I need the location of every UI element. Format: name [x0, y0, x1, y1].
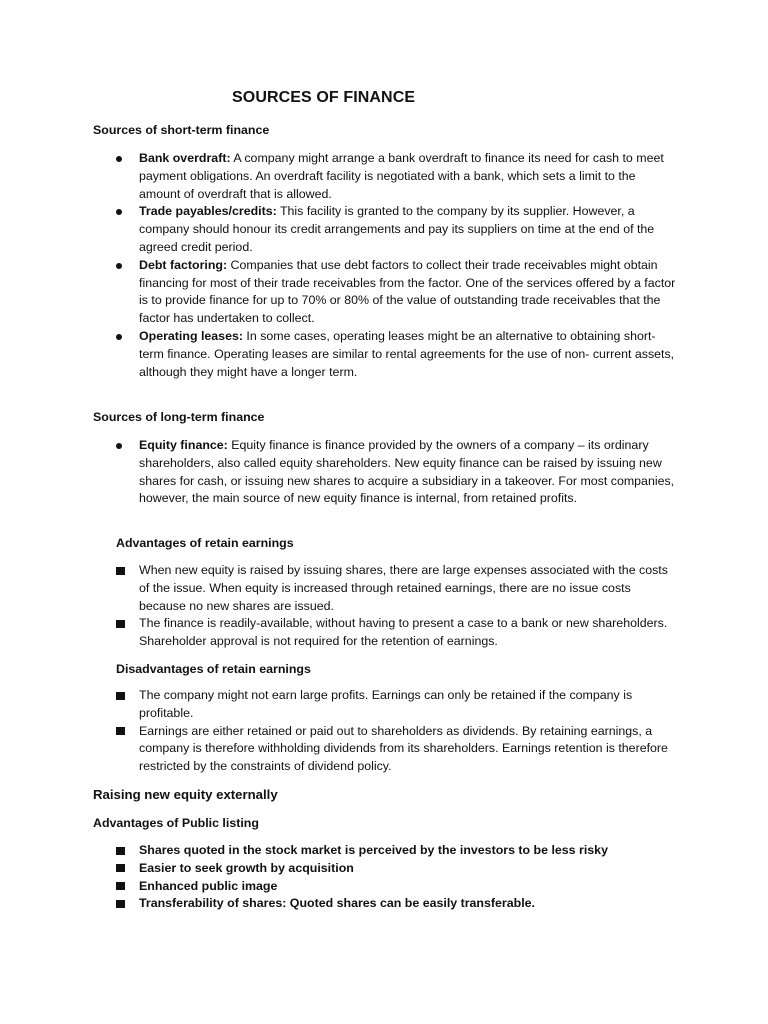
square-bullet-icon [116, 567, 125, 575]
square-bullet-icon [116, 900, 125, 908]
item-text: In some cases, operating leases might be an alternative to obtaining short-term finance. Operating leases are similar to rental agreements for the use of non- current assets, although they might have a longer term. [139, 328, 675, 379]
bullet-icon [116, 443, 122, 449]
list-item [0, 615, 676, 651]
item-text: Shares quoted in the stock market is perceived by the investors to be less risky [139, 843, 608, 857]
item-text: Enhanced public image [139, 878, 278, 893]
square-bullet-icon [116, 692, 125, 700]
square-bullet-icon [116, 847, 125, 855]
square-bullet-icon [116, 864, 125, 872]
item-text: Companies that use debt factors to collect their trade receivables might obtain financing for most of their trade receivables from the factor. One of the services offered by a factor is to provide finance for up to 70% or 80% of the value of outstanding trade receivables that the factor has undertaken to collect. [139, 257, 676, 326]
square-bullet-icon [116, 727, 125, 735]
list-item [0, 895, 676, 913]
public-listing-heading: Advantages of Public listing [93, 816, 259, 830]
item-text: This facility is granted to the company by its supplier. However, a company should honour its credit arrangements and pay its suppliers on time at the end of the agreed credit period. [139, 204, 655, 254]
item-text: When new equity is raised by issuing shares, there are large expenses associated with the costs of the issue. When equity is increased through retained earnings, there are no issue costs because no new shares are issued. [139, 563, 668, 613]
list-item [0, 203, 676, 256]
list-item [0, 150, 676, 203]
page-title: SOURCES OF FINANCE [232, 89, 416, 106]
list-item [0, 257, 676, 328]
list-item [0, 723, 676, 776]
item-text: The finance is readily-available, without having to present a case to a bank or new shareholders. Shareholder approval is not required for the retention of earnings. [139, 616, 668, 649]
advantages-list [0, 562, 768, 651]
disadvantages-heading: Disadvantages of retain earnings [116, 662, 311, 676]
item-text: Earnings are either retained or paid out to shareholders as dividends. By retaining earnings, a company is therefore withholding dividends from its shareholders. Earnings retention is therefore restricted by the constraints of dividend policy. [139, 723, 668, 774]
item-term: Trade payables/credits: [139, 204, 277, 219]
list-item [0, 878, 676, 896]
disadvantages-list [0, 687, 768, 776]
long-term-heading: Sources of long-term finance [93, 410, 265, 424]
short-term-heading: Sources of short-term finance [93, 123, 270, 137]
list-item [0, 860, 676, 878]
square-bullet-icon [116, 620, 125, 628]
item-term: Operating leases: [139, 328, 243, 343]
item-text: Equity finance is finance provided by the owners of a company – its ordinary shareholders, also called equity shareholders. New equity finance can be raised by issuing new shares for cash, or issuing new shares to acquire a subsidiary in a takeover. For most companies, however, the main source of new equity finance is internal, from retained profits. [139, 438, 675, 506]
bullet-icon [116, 209, 122, 215]
item-text: Easier to seek growth by acquisition [139, 860, 354, 875]
list-item [0, 437, 676, 508]
item-term: Equity finance: [139, 438, 228, 452]
long-term-list [0, 437, 768, 508]
public-listing-list [0, 842, 768, 913]
item-text: A company might arrange a bank overdraft to finance its need for cash to meet payment obligations. An overdraft facility is negotiated with a bank, which sets a limit to the amount of overdraft that is allowed. [139, 151, 664, 201]
square-bullet-icon [116, 882, 125, 890]
list-item [0, 842, 676, 860]
item-text: Transferability of shares: Quoted shares can be easily transferable. [139, 896, 535, 911]
item-term: Debt factoring: [139, 257, 228, 272]
item-term: Bank overdraft: [139, 151, 231, 165]
raising-equity-heading: Raising new equity externally [93, 787, 278, 802]
bullet-icon [116, 156, 122, 162]
list-item [0, 562, 676, 615]
list-item [0, 687, 676, 723]
bullet-icon [116, 263, 122, 269]
list-item [0, 328, 676, 381]
short-term-list [0, 150, 768, 381]
advantages-heading: Advantages of retain earnings [116, 536, 294, 550]
item-text: The company might not earn large profits. Earnings can only be retained if the company is profitable. [139, 688, 633, 720]
bullet-icon [116, 334, 122, 340]
